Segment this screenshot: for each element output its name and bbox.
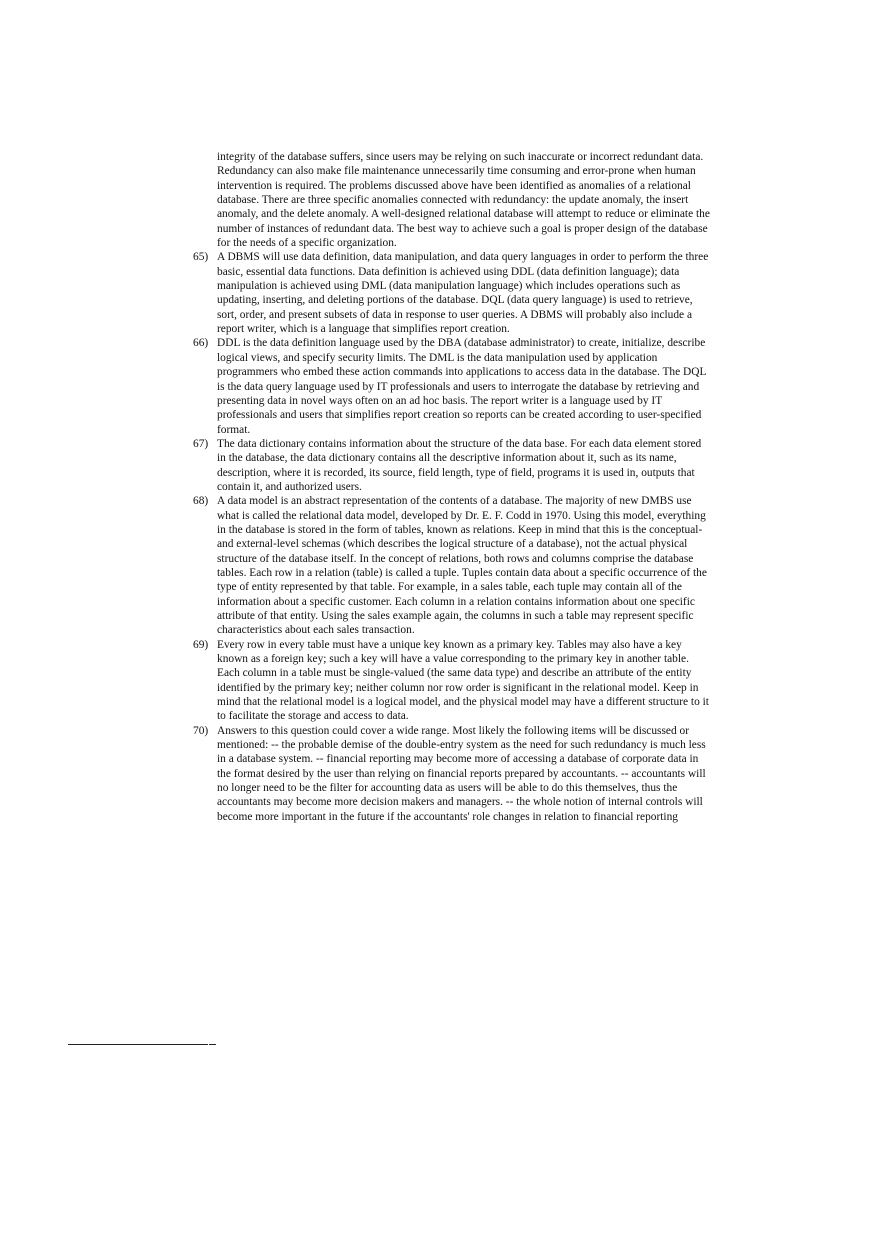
item-text: Answers to this question could cover a wide range. Most likely the following items will be discussed or mentioned: -- the probable demise of the double-entry system as the need for such redundancy is much less in a database system. -- financial reporting may become more of accessing a database of corporate data in the format desired by the user than relying on financial reports prepared by accountants. -- accountants will no longer need to be the filter for accounting data as users will be able to do this themselves, thus the accountants may become more decision makers and managers. -- the whole notion of internal controls will become more important in the future if the accountants' role changes in relation to financial reporting bbox=[217, 724, 706, 823]
item-text: DDL is the data definition language used by the DBA (database administrator) to create, initialize, describe logical views, and specify security limits. The DML is the data manipulation used by application programmers who embed these action commands into applications to access data in the database. The DQL is the data query language used by IT professionals and users to interrogate the database by retrieving and presenting data in novel ways often on an ad hoc basis. The report writer is a language used by IT professionals and users that simplifies report creation so reports can be created according to user-specified format. bbox=[217, 337, 707, 436]
answer-item-66 bbox=[193, 336, 711, 436]
answer-item-67 bbox=[193, 437, 711, 494]
answer-item-70 bbox=[193, 724, 711, 824]
item-number: 70) bbox=[193, 724, 209, 737]
answer-item-68 bbox=[193, 494, 711, 637]
item-number: 67) bbox=[193, 437, 209, 450]
answer-text-block bbox=[193, 150, 711, 824]
footnote-separator-rule bbox=[68, 1044, 208, 1045]
item-number: 65) bbox=[193, 251, 209, 264]
item-text: Every row in every table must have a unique key known as a primary key. Tables may also have a key known as a foreign key; such a key will have a value corresponding to the primary key in another table. Each column in a table must be single-valued (the same data type) and describe an attribute of the entity identified by the primary key; neither column nor row order is significant in the relational model. Keep in mind that the relational model is a logical model, and the physical model may have a different structure to it to facilitate the storage and access to data. bbox=[217, 638, 709, 723]
item-text: A DBMS will use data definition, data manipulation, and data query languages in order to perform the three basic, essential data functions. Data definition is achieved using DDL (data definition language); data manipulation is achieved using DML (data manipulation language) which includes operations such as updating, inserting, and deleting portions of the database. DQL (data query language) is used to retrieve, sort, order, and present subsets of data in response to user queries. A DBMS will probably also include a report writer, which is a language that simplifies report creation. bbox=[217, 251, 709, 336]
item-number: 69) bbox=[193, 638, 209, 651]
item-number: 66) bbox=[193, 337, 209, 350]
item-number: 68) bbox=[193, 495, 209, 508]
item-text: The data dictionary contains information about the structure of the data base. For each data element stored in the database, the data dictionary contains all the descriptive information about it, such as its name, description, where it is recorded, its source, field length, type of field, programs it is used in, outputs that contain it, and authorized users. bbox=[217, 437, 702, 493]
answer-item-65 bbox=[193, 250, 711, 336]
intro-paragraph: integrity of the database suffers, since users may be relying on such inaccurate or incorrect redundant data. Redundancy can also make file maintenance unnecessarily time consuming and error-prone when human intervention is required. The problems discussed above have been identified as anomalies of a relational database. There are three specific anomalies connected with redundancy: the update anomaly, the insert anomaly, and the delete anomaly. A well-designed relational database will attempt to reduce or eliminate the number of instances of redundant data. The best way to achieve such a goal is proper design of the database for the needs of a specific organization. bbox=[217, 151, 710, 250]
item-text: A data model is an abstract representation of the contents of a database. The majority of new DMBS use what is called the relational data model, developed by Dr. E. F. Codd in 1970. Using this model, everything in the database is stored in the form of tables, known as relations. Keep in mind that this is the conceptual- and external-level schemas (which describes the logical structure of a database), not the actual physical structure of the database itself. In the concept of relations, both rows and columns comprise the database tables. Each row in a relation (table) is called a tuple. Tuples contain data about a specific occurrence of the type of entity represented by that table. For example, in a sales table, each tuple may contain all of the information about a specific customer. Each column in a relation contains information about one specific attribute of that entity. Using the sales example again, the columns in such a table may represent specific characteristics about each sales transaction. bbox=[217, 495, 707, 637]
footnote-separator-tick bbox=[209, 1044, 216, 1045]
answer-item-69 bbox=[193, 638, 711, 724]
